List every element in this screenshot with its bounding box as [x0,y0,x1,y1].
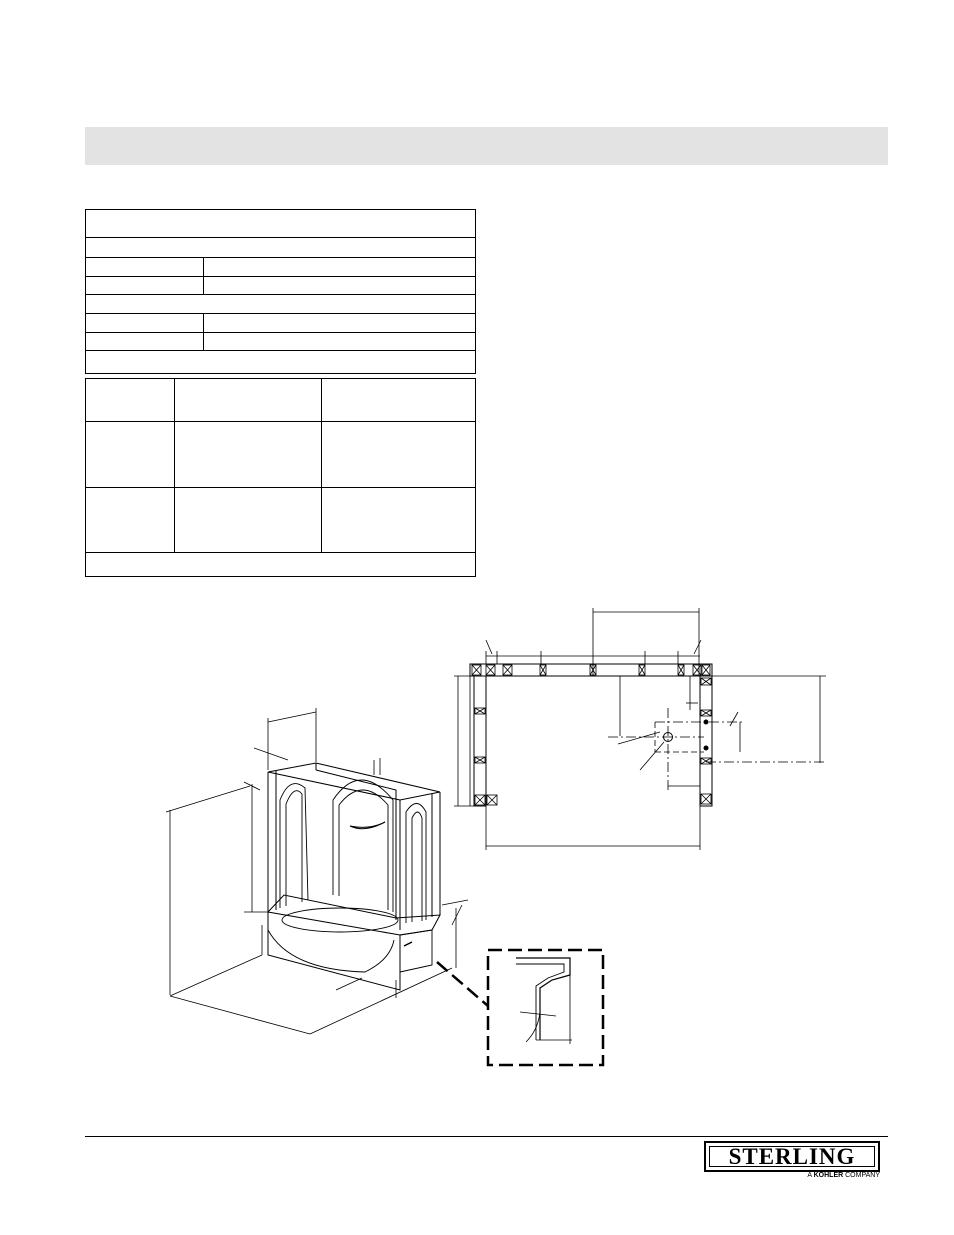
detail-callout [437,950,603,1065]
tagline-prefix: A [807,1172,812,1179]
plan-view-drawing [454,608,826,850]
tagline-company: KOHLER [813,1172,844,1179]
sterling-logo [704,1141,884,1181]
footer-rule [85,1136,888,1137]
isometric-view-drawing [166,708,468,1034]
brand-wordmark: STERLING [728,1144,856,1169]
tagline-suffix: COMPANY [845,1172,880,1179]
logo-frame [704,1141,880,1172]
logo-inner-frame [709,1146,875,1167]
brand-tagline [807,1172,880,1179]
